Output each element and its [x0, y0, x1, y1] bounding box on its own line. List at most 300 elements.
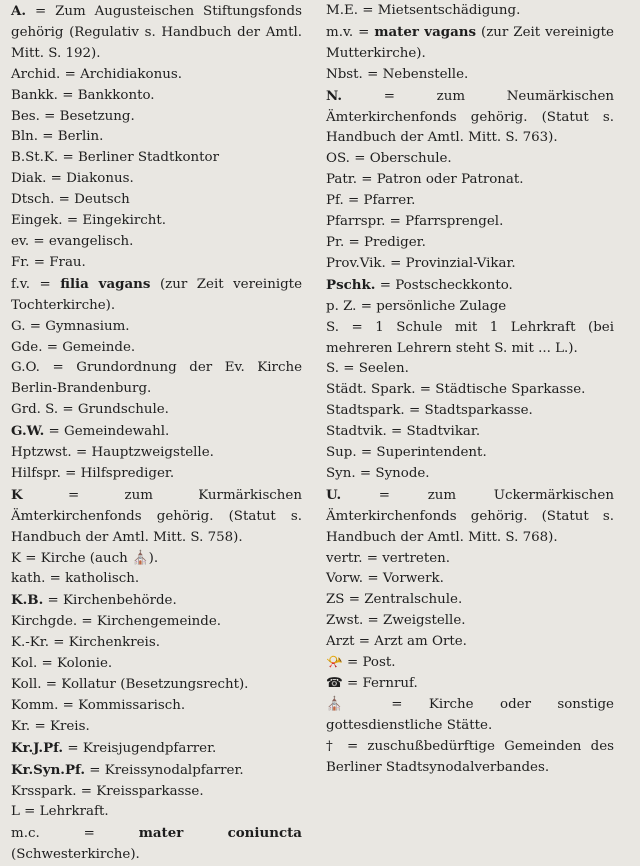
definition-text: Frau.: [49, 254, 86, 270]
definition-text: zum Uckermärkischen Ämterkirchenfonds gehörig. (Statut s. Handbuch der Amtl. Mitt. S. 768).: [326, 487, 614, 545]
abbreviation-definition: [378, 3, 521, 18]
abbreviation-term: Gde.: [11, 339, 43, 355]
abbreviation-definition: [80, 67, 182, 82]
abbreviation-definition: [97, 614, 221, 629]
abbreviation-entry: [11, 696, 302, 717]
definition-text: Stadtvikar.: [406, 424, 481, 440]
abbreviation-term: Pschk.: [326, 276, 376, 293]
abbreviation-term: Vorw.: [326, 571, 364, 587]
abbreviation-term: Bes.: [11, 108, 40, 124]
abbreviation-definition: [41, 551, 158, 566]
abbreviation-entry: [326, 590, 614, 611]
abbreviation-definition: [69, 635, 160, 650]
abbreviation-entry: [11, 211, 302, 232]
equals-separator: =: [346, 676, 359, 691]
definition-text: Berlin.: [57, 129, 104, 145]
abbreviation-term: Fr.: [11, 254, 30, 270]
definition-text: Berliner Stadtkontor: [77, 150, 220, 166]
definition-text: Oberschule.: [369, 151, 452, 167]
abbreviation-definition: [78, 88, 155, 103]
abbreviation-definition: [83, 741, 216, 756]
equals-separator: =: [367, 571, 379, 587]
abbreviation-term: Archid.: [11, 66, 61, 82]
abbreviation-definition: [364, 193, 416, 208]
equals-separator: =: [34, 718, 46, 734]
equals-separator: =: [50, 171, 62, 187]
definition-text: Hauptzweigstelle.: [91, 445, 214, 461]
abbreviation-entry: [11, 190, 302, 211]
abbreviation-entry: [11, 400, 302, 421]
equals-separator: =: [80, 783, 92, 799]
abbreviation-entry: [326, 549, 614, 570]
abbreviation-definition: [11, 277, 302, 313]
abbreviation-term: Grd. S.: [11, 402, 59, 418]
equals-separator: =: [358, 634, 371, 650]
abbreviation-entry: [326, 737, 614, 779]
abbreviation-term: K.B.: [11, 592, 44, 609]
abbreviation-definition: [383, 571, 444, 586]
abbreviation-term: Kr.J.Pf.: [11, 739, 64, 756]
latin-term: mater vagans: [374, 23, 477, 40]
abbreviation-definition: [49, 255, 86, 270]
definition-text: Kolonie.: [57, 656, 113, 672]
abbreviation-term: Koll.: [11, 677, 42, 692]
equals-separator: =: [39, 276, 51, 292]
definition-text: Prediger.: [363, 234, 426, 250]
abbreviation-entry: [11, 485, 302, 549]
abbreviation-definition: [376, 445, 486, 460]
abbreviation-term: ZS: [326, 592, 345, 608]
equals-separator: =: [379, 277, 391, 293]
abbreviation-term: f.v.: [11, 276, 30, 292]
equals-separator: =: [362, 3, 374, 18]
definition-text: Postscheckkonto.: [395, 277, 513, 293]
equals-separator: =: [34, 4, 47, 19]
definition-text: Gemeindewahl.: [64, 424, 170, 440]
definition-text: Deutsch: [74, 192, 130, 208]
abbreviation-definition: [40, 804, 109, 819]
abbreviation-definition: [74, 192, 130, 207]
abbreviation-entry: [326, 611, 614, 632]
definition-text: Lehrkraft.: [39, 804, 109, 820]
abbreviation-definition: [326, 25, 614, 61]
abbreviation-entry: [326, 485, 614, 549]
equals-separator: =: [64, 66, 76, 82]
abbreviation-entry: [11, 274, 302, 317]
abbreviation-term: K: [11, 486, 23, 503]
abbreviation-entry: [326, 674, 614, 695]
equals-separator: =: [367, 613, 379, 629]
abbreviation-term: Eingek.: [11, 213, 63, 229]
definition-text: Post.: [362, 655, 396, 671]
equals-separator: =: [67, 740, 79, 756]
definition-text: Vorwerk.: [382, 571, 444, 587]
equals-separator: =: [47, 593, 59, 609]
abbreviation-term: Bankk.: [11, 87, 58, 103]
abbreviation-term: Krsspark.: [11, 783, 77, 799]
equals-separator: =: [25, 550, 37, 566]
equals-separator: =: [346, 738, 359, 754]
definition-text: Kreis.: [49, 718, 90, 734]
abbreviation-definition: [405, 214, 503, 229]
definition-text: Bankkonto.: [77, 87, 155, 103]
abbreviation-term: Prov.Vik.: [326, 255, 386, 271]
abbreviation-definition: [105, 763, 244, 778]
definition-text: Gemeinde.: [62, 339, 136, 355]
equals-separator: =: [366, 550, 378, 566]
abbreviation-definition: [65, 571, 139, 586]
abbreviation-term: Pr.: [326, 234, 345, 250]
abbreviation-term: Diak.: [11, 171, 47, 187]
abbreviation-definition: [377, 172, 524, 187]
abbreviation-term: Pfarrspr.: [326, 214, 386, 230]
abbreviation-term: Hptzwst.: [11, 445, 72, 461]
abbreviation-definition: [63, 593, 177, 608]
abbreviation-definition: [57, 656, 112, 671]
definition-text: Mietsentschädigung.: [377, 3, 521, 18]
abbreviation-entry: [326, 401, 614, 422]
abbreviation-term: Kr.Syn.Pf.: [11, 761, 85, 778]
abbreviation-definition: [91, 445, 213, 460]
abbreviation-term: Stadtvik.: [326, 424, 387, 440]
definition-text: Seelen.: [358, 361, 409, 377]
abbreviation-definition: [62, 340, 135, 355]
definition-text: Diakonus.: [66, 171, 134, 187]
definition-text: (zur Zeit vereinigte Tochterkirche).: [11, 276, 302, 313]
abbreviation-term: m.c.: [11, 826, 40, 842]
abbreviation-entry: [326, 318, 614, 360]
abbreviation-entry: [11, 338, 302, 359]
equals-separator: =: [346, 655, 359, 671]
definition-text: Pfarrer.: [363, 193, 416, 209]
abbreviation-entry: [11, 717, 302, 738]
equals-separator: =: [62, 150, 74, 166]
dagger-icon: †: [326, 738, 338, 754]
abbreviation-entry: [326, 653, 614, 674]
definition-text: vertreten.: [382, 550, 451, 566]
abbreviation-entry: [11, 569, 302, 590]
abbreviation-term: Nbst.: [326, 66, 363, 82]
definition-text: katholisch.: [65, 571, 140, 587]
definition-text: zum Kurmärkischen Ämterkirchenfonds gehörig. (Statut s. Handbuch der Amtl. Mitt. S. 758).: [11, 487, 302, 545]
definition-text: Provinzial-Vikar.: [405, 255, 516, 271]
abbreviation-entry: [326, 695, 614, 737]
abbreviation-definition: [326, 739, 614, 775]
abbreviation-entry: [326, 233, 614, 254]
definition-text: Grundschule.: [77, 402, 169, 418]
equals-separator: =: [367, 66, 379, 82]
abbreviation-entry: [11, 738, 302, 760]
equals-separator: =: [358, 24, 370, 40]
definition-text: Zum Augusteischen Stiftungsfonds gehörig (Regulativ s. Handbuch der Amtl. Mitt. S. 192).: [11, 4, 302, 61]
equals-separator: =: [83, 826, 95, 842]
definition-text: Eingekircht.: [82, 213, 167, 229]
equals-separator: =: [391, 696, 403, 712]
abbreviation-entry: [326, 443, 614, 464]
definition-text: Zweigstelle.: [383, 613, 466, 629]
abbreviation-entry: [326, 275, 614, 297]
abbreviation-entry: [11, 760, 302, 782]
abbreviation-term: Komm.: [11, 697, 59, 713]
equals-separator: =: [378, 487, 391, 503]
abbreviation-entry: [326, 254, 614, 275]
abbreviation-entry: [11, 590, 302, 612]
left-column: [11, 1, 302, 866]
abbreviation-definition: [60, 109, 135, 124]
definition-text: Kirchengemeinde.: [96, 614, 222, 630]
abbreviation-entry: [11, 169, 302, 190]
abbreviation-definition: [81, 466, 175, 481]
abbreviation-term: K.-Kr.: [11, 635, 49, 651]
abbreviation-term: G.: [11, 318, 26, 334]
abbreviation-entry: [326, 86, 614, 150]
definition-text: Fernruf.: [362, 676, 418, 691]
abbreviation-definition: [364, 592, 462, 607]
definition-text: Stadtsparkasse.: [424, 403, 533, 419]
definition-text: Kirche (auch ⛪).: [40, 550, 159, 566]
abbreviation-definition: [395, 278, 513, 293]
equals-separator: =: [53, 635, 65, 651]
abbreviation-definition: [82, 213, 166, 228]
abbreviation-entry: [326, 65, 614, 86]
abbreviation-definition: [61, 677, 248, 692]
equals-separator: =: [62, 697, 74, 713]
equals-separator: =: [354, 151, 366, 167]
definition-text: Pfarrsprengel.: [405, 214, 504, 230]
abbreviation-definition: [435, 382, 585, 397]
equals-separator: =: [383, 88, 395, 104]
abbreviation-term: Arzt: [326, 634, 355, 650]
abbreviation-definition: [406, 256, 516, 271]
abbreviation-entry: [326, 22, 614, 65]
abbreviation-definition: [383, 67, 469, 82]
abbreviation-entry: [11, 1, 302, 65]
abbreviation-term: ev.: [11, 233, 30, 249]
definition-text: Kirchenkreis.: [68, 635, 160, 651]
abbreviation-term: Patr.: [326, 172, 357, 188]
abbreviation-term: Pf.: [326, 193, 344, 209]
abbreviation-definition: [326, 488, 614, 545]
equals-separator: =: [359, 465, 372, 481]
abbreviation-definition: [11, 488, 302, 545]
abbreviation-definition: [326, 697, 614, 733]
equals-separator: =: [29, 318, 41, 334]
equals-separator: =: [52, 360, 64, 376]
abbreviation-definition: [78, 698, 185, 713]
definition-text: Städtische Sparkasse.: [435, 382, 586, 398]
abbreviation-term: G.O.: [11, 360, 40, 376]
abbreviation-term: Hilfspr.: [11, 465, 61, 481]
equals-separator: =: [48, 424, 60, 440]
equals-separator: =: [66, 213, 79, 229]
abbreviation-term: M.E.: [326, 3, 358, 18]
definition-text: Superintendent.: [376, 445, 487, 461]
abbreviation-entry: [11, 782, 302, 803]
definition-text: Gymnasium.: [45, 318, 130, 334]
latin-term: mater coniuncta: [138, 825, 302, 842]
abbreviation-definition: [362, 655, 395, 670]
abbreviation-definition: [64, 424, 169, 439]
equals-separator: =: [348, 592, 360, 608]
definition-text: Nebenstelle.: [382, 66, 469, 82]
abbreviation-definition: [49, 234, 133, 249]
definition-text: Kollatur (Besetzungsrecht).: [61, 677, 249, 692]
abbreviation-entry: [326, 149, 614, 170]
abbreviation-term: OS.: [326, 151, 350, 167]
equals-separator: =: [58, 192, 70, 208]
abbreviation-definition: [96, 784, 203, 799]
abbreviation-term: S.: [326, 361, 339, 377]
definition-text: Archidiakonus.: [80, 66, 182, 82]
definition-text: zuschußbedürftige Gemeinden des Berliner Stadtsynodalverbandes.: [326, 738, 614, 775]
equals-separator: =: [360, 445, 373, 461]
abbreviation-term: m.v.: [326, 24, 354, 40]
abbreviation-definition: [370, 151, 452, 166]
equals-separator: =: [41, 656, 53, 672]
equals-separator: =: [75, 445, 88, 461]
equals-separator: =: [62, 87, 74, 103]
abbreviation-entry: [326, 212, 614, 233]
abbreviation-term: Bln.: [11, 129, 39, 145]
abbreviation-term: kath.: [11, 571, 46, 587]
abbreviation-term: vertr.: [326, 550, 363, 566]
definition-text: Kreissparkasse.: [96, 783, 204, 799]
abbreviation-term: B.St.K.: [11, 150, 59, 166]
abbreviation-term: S.: [326, 319, 339, 335]
abbreviation-entry: [11, 65, 302, 86]
equals-separator: =: [65, 465, 77, 481]
abbreviation-entry: [11, 549, 302, 570]
abbreviation-definition: [66, 171, 134, 186]
definition-text: Synode.: [375, 465, 430, 481]
abbreviation-term: A.: [11, 3, 27, 19]
definition-text: Patron oder Patronat.: [376, 172, 524, 188]
abbreviation-definition: [359, 361, 409, 376]
definition-text: Besetzung.: [59, 108, 135, 124]
abbreviation-definition: [362, 676, 417, 691]
abbreviation-entry: [11, 232, 302, 253]
abbreviation-entry: [11, 127, 302, 148]
definition-text: Hilfsprediger.: [80, 465, 175, 481]
equals-separator: =: [390, 255, 402, 271]
abbreviation-definition: [45, 319, 129, 334]
equals-separator: =: [24, 804, 36, 820]
equals-separator: =: [49, 571, 61, 587]
abbreviation-entry: [326, 297, 614, 318]
definition-text: (zur Zeit vereinigte Mutterkirche).: [326, 24, 614, 61]
abbreviation-definition: [78, 402, 169, 417]
abbreviation-term: Zwst.: [326, 613, 364, 629]
abbreviation-entry: [11, 612, 302, 633]
definition-text: Kreissynodalpfarrer.: [104, 762, 244, 778]
abbreviation-definition: [382, 551, 450, 566]
definition-text: Zentralschule.: [364, 592, 463, 608]
abbreviation-entry: [11, 654, 302, 675]
abbreviation-term: L: [11, 804, 20, 820]
equals-separator: =: [419, 382, 432, 398]
abbreviation-entry: [11, 443, 302, 464]
abbreviation-entry: [326, 632, 614, 653]
abbreviation-entry: [326, 359, 614, 380]
definition-text: Kommissarisch.: [78, 697, 186, 713]
abbreviation-entry: [11, 823, 302, 866]
abbreviation-definition: [376, 299, 506, 314]
abbreviation-definition: [58, 129, 104, 144]
definition-text: Arzt am Orte.: [374, 634, 467, 650]
abbreviation-definition: [375, 466, 429, 481]
abbreviation-term: Stadtspark.: [326, 403, 405, 419]
equals-separator: =: [361, 172, 373, 188]
equals-separator: =: [408, 403, 421, 419]
equals-separator: =: [33, 254, 45, 270]
abbreviation-term: Kirchgde.: [11, 614, 78, 630]
abbreviation-term: K: [11, 550, 22, 566]
abbreviation-definition: [406, 424, 480, 439]
definition-text: Kirchenbehörde.: [63, 593, 177, 609]
abbreviation-definition: [383, 613, 465, 628]
abbreviation-definition: [424, 403, 532, 418]
abbreviation-definition: [50, 719, 90, 734]
abbreviation-term: Dtsch.: [11, 192, 55, 208]
definition-text: persönliche Zulage: [376, 298, 507, 314]
abbreviation-term: Sup.: [326, 445, 357, 461]
abbreviation-entry: [11, 802, 302, 823]
abbreviation-definition: [326, 320, 614, 356]
abbreviation-term: Kr.: [11, 718, 31, 734]
equals-separator: =: [89, 762, 101, 778]
abbreviation-entry: [326, 380, 614, 401]
abbreviation-definition: [374, 634, 467, 649]
equals-separator: =: [46, 339, 58, 355]
abbreviation-definition: [11, 826, 302, 862]
definition-text: Grundordnung der Ev. Kirche Berlin-Brandenburg.: [11, 360, 302, 397]
abbreviation-entry: [11, 464, 302, 485]
equals-separator: =: [45, 677, 58, 692]
abbreviation-entry: [326, 422, 614, 443]
abbreviation-entry: [11, 317, 302, 338]
definition-text: Kirche oder sonstige gottesdienstliche Stätte.: [326, 696, 614, 733]
equals-separator: =: [360, 298, 372, 314]
abbreviation-entry: [11, 253, 302, 274]
equals-separator: =: [389, 214, 401, 230]
abbreviation-definition: [11, 4, 302, 61]
abbreviation-entry: [11, 675, 302, 696]
abbreviation-entry: [11, 86, 302, 107]
telephone-icon: ☎: [326, 676, 343, 691]
definition-text: zum Neumärkischen Ämterkirchenfonds gehörig. (Statut s. Handbuch der Amtl. Mitt. S. 763).: [326, 88, 614, 146]
abbreviation-term: Kol.: [11, 656, 38, 672]
post-horn-icon: 📯: [326, 655, 343, 671]
equals-separator: =: [390, 424, 403, 440]
abbreviation-entry: [326, 569, 614, 590]
equals-separator: =: [67, 487, 80, 503]
equals-separator: =: [351, 319, 363, 335]
abbreviation-entry: [11, 358, 302, 400]
abbreviation-entry: [326, 170, 614, 191]
abbreviation-term: U.: [326, 486, 342, 503]
definition-text: (Schwesterkirche).: [11, 847, 140, 863]
abbreviation-term: Städt. Spark.: [326, 382, 416, 398]
abbreviation-entry: [326, 191, 614, 212]
abbreviation-entry: [11, 633, 302, 654]
definition-text: evangelisch.: [48, 233, 134, 249]
equals-separator: =: [62, 402, 74, 418]
abbreviation-term: p. Z.: [326, 298, 357, 314]
right-column: [326, 1, 614, 779]
abbreviation-entry: [326, 1, 614, 22]
abbreviation-definition: [78, 150, 219, 165]
equals-separator: =: [44, 108, 56, 124]
